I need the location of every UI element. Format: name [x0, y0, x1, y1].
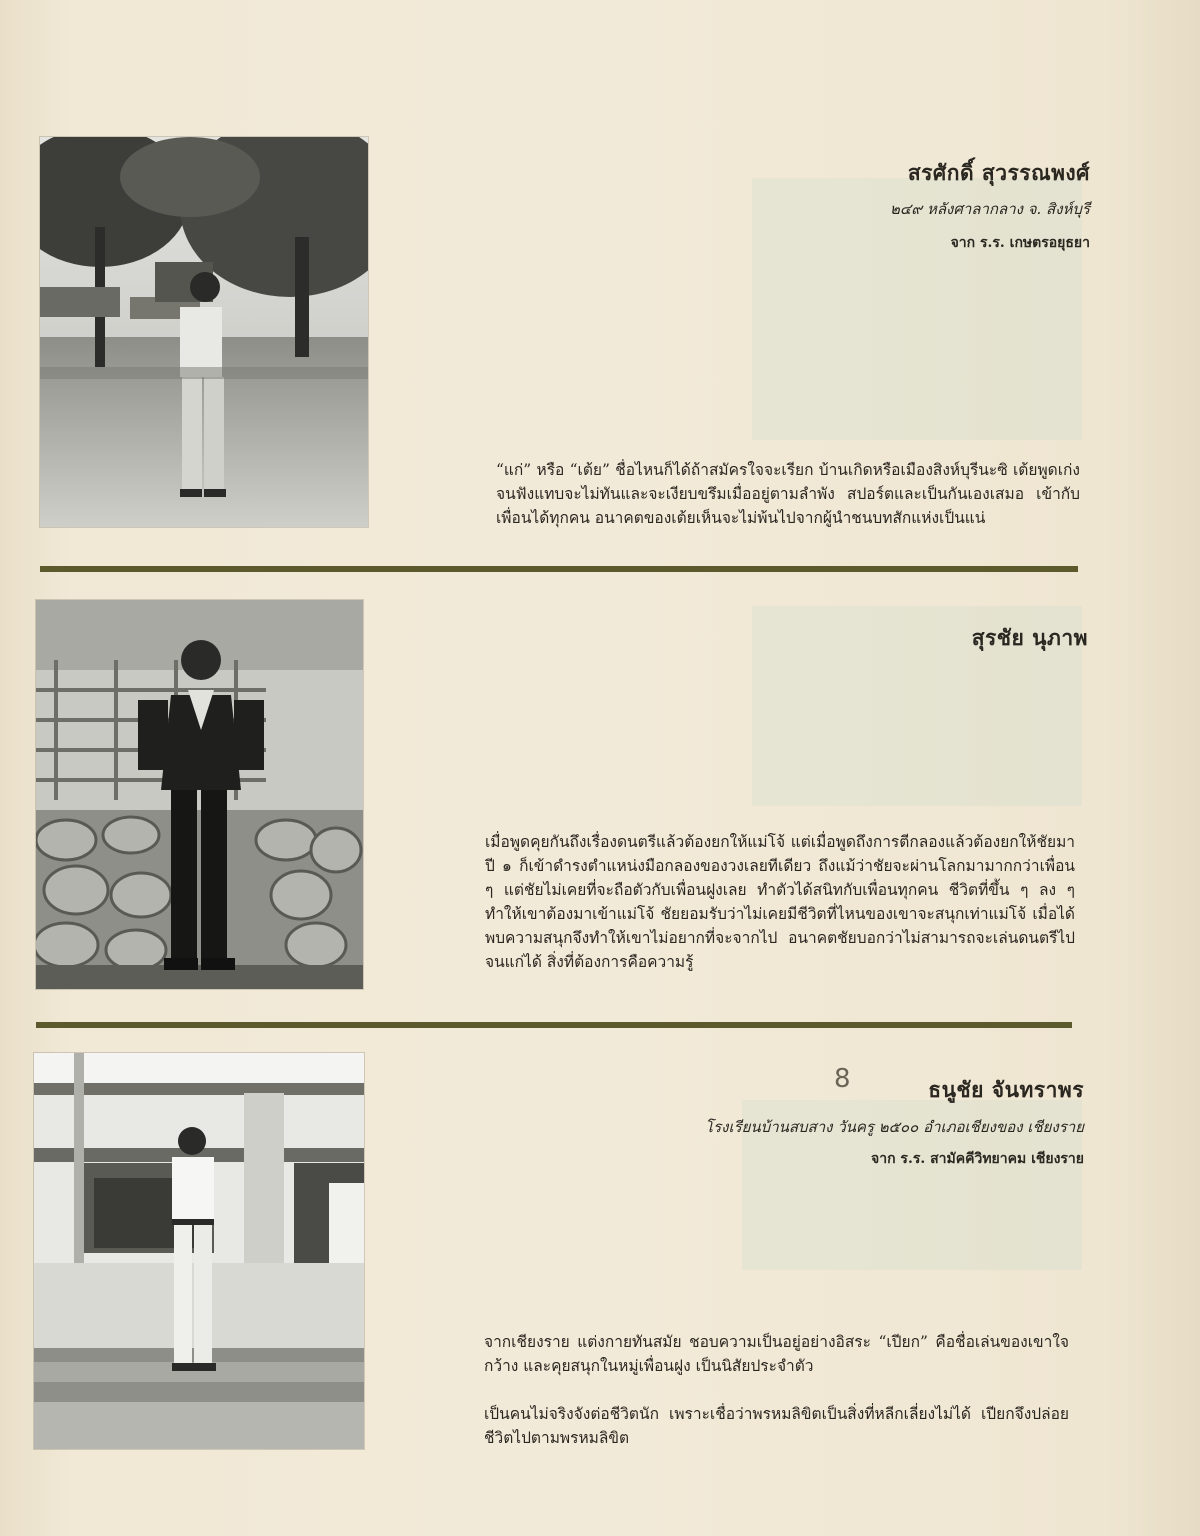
student-name-3: ธนูชัย จันทราพร	[928, 1077, 1084, 1102]
portrait-photo-2	[36, 600, 363, 989]
student-school-1: จาก ร.ร. เกษตรอยุธยา	[950, 235, 1090, 251]
student-name-2: สุรชัย นุภาพ	[971, 625, 1088, 650]
bio-paragraph-3	[484, 1330, 1069, 1474]
bio-text-3b: เป็นคนไม่จริงจังต่อชีวิตนัก เพราะเชื่อว่าพรหมลิขิตเป็นสิ่งที่หลีกเลี่ยงไม่ได้ เปียกจึงปล่อยชีวิตไปตามพรหมลิขิต	[484, 1405, 1069, 1447]
student-name-1: สรศักดิ์ สุวรรณพงศ์	[907, 160, 1090, 185]
portrait-photo-1	[40, 137, 368, 527]
section-divider-2	[36, 1022, 1072, 1028]
portrait-photo-3	[34, 1053, 364, 1449]
student-school-3: จาก ร.ร. สามัคคีวิทยาคม เชียงราย	[871, 1151, 1084, 1167]
student-address-1: ๒๔๙ หลังศาลากลาง จ. สิงห์บุรี	[889, 200, 1090, 218]
student-address-3: โรงเรียนบ้านสบสาง วันครู ๒๕๐๐ อำเภอเชียงของ เชียงราย	[705, 1118, 1084, 1136]
bio-paragraph-2	[485, 830, 1075, 998]
section-divider-1	[40, 566, 1078, 572]
pencil-mark: 8	[834, 1064, 851, 1094]
bio-text-3a: จากเชียงราย แต่งกายทันสมัย ชอบความเป็นอยู่อย่างอิสระ “เปียก” คือชื่อเล่นของเขาใจกว้าง และคุยสนุกในหมู่เพื่อนฝูง เป็นนิสัยประจำตัว	[484, 1333, 1069, 1375]
bio-text-2: เมื่อพูดคุยกันถึงเรื่องดนตรีแล้วต้องยกให้แม่โจ้ แต่เมื่อพูดถึงการตีกลองแล้วต้องยกให้ชัยมาปี ๑ ก็เข้าดำรงตำแหน่งมือกลองของวงเลยทีเดียว ถึงแม้ว่าชัยจะผ่านโลกมามากกว่าเพื่อน ๆ แต่ชัยไม่เคยที่จะถือตัวกับเพื่อนฝูงเลย ทำตัวได้สนิทกับเพื่อนทุกคน ชีวิตที่ขึ้น ๆ ลง ๆ ทำให้เขาต้องมาเข้าแม่โจ้ ชัยยอมรับว่าไม่เคยมีชีวิตที่ไหนของเขาจะสนุกเท่าแม่โจ้ เมื่อได้พบความสนุกจึงทำให้เขาไม่อยากที่จะจากไป อนาคตชัยบอกว่าไม่สามารถจะเล่นดนตรีไปจนแก่ได้ สิ่งที่ต้องการคือความรู้	[485, 833, 1075, 971]
bio-text-1: “แก่” หรือ “เต้ย” ชื่อไหนก็ได้ถ้าสมัครใจจะเรียก บ้านเกิดหรือเมืองสิงห์บุรีนะซิ เต้ยพูดเก่งจนฟังแทบจะไม่ทันและจะเงียบขรึมเมื่ออยู่ตามลำพัง สปอร์ตและเป็นกันเองเสมอ เข้ากับเพื่อนได้ทุกคน อนาคตของเต้ยเห็นจะไม่พ้นไปจากผู้นำชนบทสักแห่งเป็นแน่	[496, 461, 1080, 527]
bio-paragraph-1	[496, 458, 1080, 554]
